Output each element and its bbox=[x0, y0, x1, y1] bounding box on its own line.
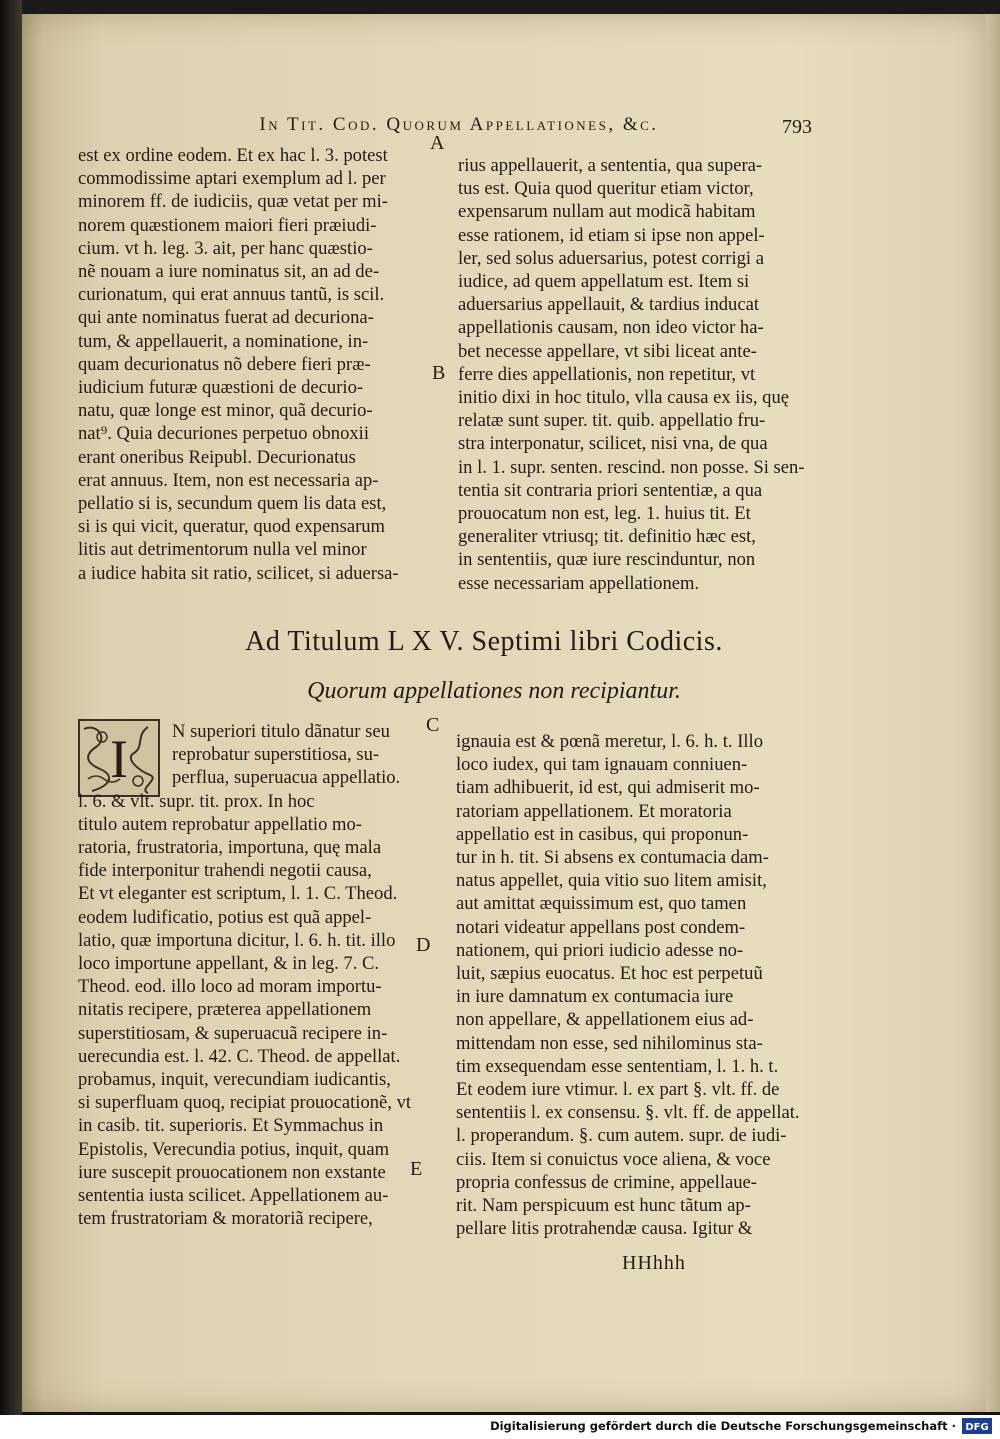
text-line: initio dixi in hoc titulo, vlla causa ex iis, quę bbox=[458, 387, 790, 409]
text-line: si superfluam quoq, recipiat prouocationẽ, vt bbox=[78, 1092, 412, 1114]
text-line: notari videatur appellans post condem- bbox=[456, 916, 746, 938]
text-line: aduersarius appellauit, & tardius inducat bbox=[458, 294, 760, 316]
text-line: nẽ nouam a iure nominatus sit, an ad de- bbox=[78, 261, 380, 283]
text-line: rius appellauerit, a sententia, qua superа- bbox=[458, 155, 763, 176]
text-line: a iudice habita sit ratio, scilicet, si aduersa- bbox=[78, 562, 399, 584]
text-line: tur in h. tit. Si absens ex contumacia dam- bbox=[456, 847, 769, 869]
text-line: aut amittat æquissimum est, quo tamen bbox=[456, 893, 747, 915]
text-line: ignauia est & pœnã meretur, l. 6. h. t. Illo bbox=[456, 731, 764, 752]
text-line: natus appellet, quia vitio suo litem amisit, bbox=[456, 870, 767, 892]
section-marker-d: D bbox=[416, 934, 431, 956]
footer-credit: Digitalisierung gefördert durch die Deutsche Forschungsgemeinschaft · bbox=[490, 1419, 956, 1433]
text-line: tem frustratoriam & moratoriã recipere, bbox=[78, 1208, 373, 1230]
text-line: tim exsequendam esse sententiam, l. 1. h. t. bbox=[456, 1055, 779, 1077]
text-line: propria confessus de crimine, appellaue- bbox=[456, 1171, 757, 1193]
text-line: ferre dies appellationis, non repetitur, vt bbox=[458, 363, 756, 385]
dfg-logo-icon bbox=[962, 1418, 992, 1434]
section-marker-c: C bbox=[426, 714, 440, 736]
page-right-edge bbox=[986, 14, 1000, 1412]
text-line: perflua, superuacua appellatio. bbox=[172, 767, 401, 789]
text-line: generaliter vtriusq; tit. definitio hæc est, bbox=[458, 526, 756, 548]
text-line: loco importune appellant, & in leg. 7. C. bbox=[78, 953, 380, 975]
text-line: in iure damnatum ex contumacia iure bbox=[456, 986, 734, 1008]
text-line: tum, & appellauerit, a nominatione, in- bbox=[78, 330, 369, 352]
text-line: ciis. Item si conuictus voce aliena, & voce bbox=[456, 1148, 771, 1170]
book-spine-shadow bbox=[0, 0, 22, 1415]
text-line: esse rationem, id etiam si ipse non appel- bbox=[458, 224, 765, 246]
text-line: appellatio est in casibus, qui proponun- bbox=[456, 823, 749, 845]
text-line: natu, quæ longe est minor, quã decurio- bbox=[78, 400, 373, 422]
text-line: sententia iusta scilicet. Appellationem au- bbox=[78, 1185, 389, 1207]
text-line: norem quæstionem maiori fieri præiudi- bbox=[78, 214, 377, 236]
text-line: est ex ordine eodem. Et ex hac l. 3. potest bbox=[78, 145, 388, 166]
text-line: in sententiis, quæ iure rescinduntur, non bbox=[458, 549, 756, 571]
column-a bbox=[78, 144, 438, 585]
text-line: l. properandum. §. cum autem. supr. de iudi- bbox=[456, 1125, 787, 1147]
text-line: ler, sed solus aduersarius, potest corrigi a bbox=[458, 247, 764, 269]
text-line: prouocatum non est, leg. 1. huius tit. Et bbox=[458, 503, 751, 525]
text-line: rit. Nam perspicuum est hunc tãtum ap- bbox=[456, 1195, 751, 1217]
column-b bbox=[458, 154, 810, 595]
text-line: iure suscepit prouocationem non exstante bbox=[78, 1161, 386, 1183]
text-line: commodissime aptari exemplum ad l. per bbox=[78, 168, 386, 190]
section-marker-e: E bbox=[410, 1158, 423, 1180]
text-line: bet necesse appellare, vt sibi liceat ante- bbox=[458, 340, 757, 362]
text-line: sententiis l. ex consensu. §. vlt. ff. de appellat. bbox=[456, 1102, 800, 1124]
scan-frame-top bbox=[0, 0, 1000, 14]
text-line: tus est. Quia quod queritur etiam victor, bbox=[458, 178, 754, 200]
column-d bbox=[456, 730, 808, 1240]
text-line: iudicium futuræ quæstioni de decurio- bbox=[78, 377, 364, 399]
text-line: Theod. eod. illo loco ad moram importu- bbox=[78, 976, 382, 998]
text-line: nitatis recipere, præterea appellationem bbox=[78, 999, 372, 1021]
text-line: erant oneribus Reipubl. Decurionatus bbox=[78, 446, 356, 468]
text-line: mittendam non esse, sed nihilominus sta- bbox=[456, 1032, 763, 1054]
text-line: N superiori titulo dãnatur seu bbox=[172, 721, 390, 742]
svg-text:DFG: DFG bbox=[965, 1422, 989, 1433]
text-line: ratoriam appellationem. Et moratoria bbox=[456, 800, 732, 822]
text-line: minorem ff. de iudiciis, quæ vetat per mi- bbox=[78, 191, 389, 213]
text-line: litis aut detrimentorum nulla vel minor bbox=[78, 539, 367, 561]
text-line: Epistolis, Verecundia potius, inquit, quam bbox=[78, 1138, 390, 1160]
text-line: fide interponitur trahendi negotii causa, bbox=[78, 860, 372, 882]
text-line: tentia sit contraria priori sententiæ, a qua bbox=[458, 479, 763, 501]
text-line: pellare litis protrahendæ causa. Igitur & bbox=[456, 1218, 753, 1240]
text-line: uerecundia est. l. 42. C. Theod. de appellat. bbox=[78, 1045, 401, 1067]
column-c bbox=[78, 720, 436, 1230]
text-line: probamus, inquit, verecundiam iudicantis, bbox=[78, 1069, 391, 1091]
text-line: Et vt eleganter est scriptum, l. 1. C. Theod. bbox=[78, 883, 398, 905]
initial-letter: I bbox=[110, 729, 128, 789]
text-line: iudice, ad quem appellatum est. Item si bbox=[458, 271, 750, 293]
page-number: 793 bbox=[782, 116, 812, 138]
text-line: Et eodem iure vtimur. l. ex part §. vlt. ff. de bbox=[456, 1079, 780, 1101]
text-line: nat⁹. Quia decuriones perpetuo obnoxii bbox=[78, 423, 369, 445]
text-line: ratoria, frustratoria, importuna, quę mala bbox=[78, 837, 382, 859]
text-line: relatæ sunt super. tit. quib. appellatio fru- bbox=[458, 410, 766, 432]
text-line: appellationis causam, non ideo victor ha- bbox=[458, 317, 764, 339]
text-line: nationem, qui priori iudicio adesse no- bbox=[456, 939, 744, 961]
signature-mark: HHhhh bbox=[622, 1252, 686, 1274]
text-line: eodem ludificatio, potius est quã appel- bbox=[78, 906, 372, 928]
text-line: latio, quæ importuna dicitur, l. 6. h. tit. illo bbox=[78, 929, 396, 951]
text-line: quam decurionatus nõ debere fieri præ- bbox=[78, 353, 371, 375]
text-line: l. 6. & vlt. supr. tit. prox. In hoc bbox=[78, 790, 315, 812]
text-line: loco iudex, qui tam ignauam conniuen- bbox=[456, 754, 748, 776]
text-line: erat annuus. Item, non est necessaria ap- bbox=[78, 469, 379, 491]
digitization-footer bbox=[0, 1415, 1000, 1439]
text-line: tiam adhibuerit, id est, qui admiserit mo- bbox=[456, 777, 760, 799]
text-line: stra interponatur, scilicet, nisi vna, de qua bbox=[458, 433, 768, 455]
text-line: luit, sæpius euocatus. Et hoc est perpetuũ bbox=[456, 963, 763, 985]
text-line: qui ante nominatus fuerat ad decuriona- bbox=[78, 307, 374, 329]
text-line: superstitiosam, & superuacuã recipere in- bbox=[78, 1022, 388, 1044]
section-marker-a: A bbox=[430, 132, 445, 154]
book-page bbox=[14, 14, 986, 1412]
text-line: curionatum, qui erat annuus tantũ, is scil. bbox=[78, 284, 385, 306]
section-marker-b: B bbox=[432, 362, 446, 384]
text-line: pellatio si is, secundum quem lis data est, bbox=[78, 493, 387, 515]
section-title: Ad Titulum L X V. Septimi libri Codicis. bbox=[245, 626, 723, 657]
running-head: In Tit. Cod. Quorum Appellationes, &c. bbox=[259, 114, 659, 135]
section-subtitle: Quorum appellationes non recipiantur. bbox=[307, 678, 681, 704]
text-line: in l. 1. supr. senten. rescind. non posse. Si sen- bbox=[458, 456, 805, 478]
text-line: esse necessariam appellationem. bbox=[458, 572, 700, 594]
text-line: reprobatur superstitiosa, su- bbox=[172, 744, 380, 766]
text-line: cium. vt h. leg. 3. ait, per hanc quæstio- bbox=[78, 237, 373, 259]
text-line: titulo autem reprobatur appellatio mo- bbox=[78, 813, 362, 835]
text-line: non appellare, & appellationem eius ad- bbox=[456, 1009, 754, 1031]
text-line: si is qui vicit, queratur, quod expensarum bbox=[78, 516, 386, 538]
text-line: expensarum nullam aut modicã habitam bbox=[458, 201, 756, 223]
text-line: in casib. tit. superioris. Et Symmachus in bbox=[78, 1115, 384, 1137]
